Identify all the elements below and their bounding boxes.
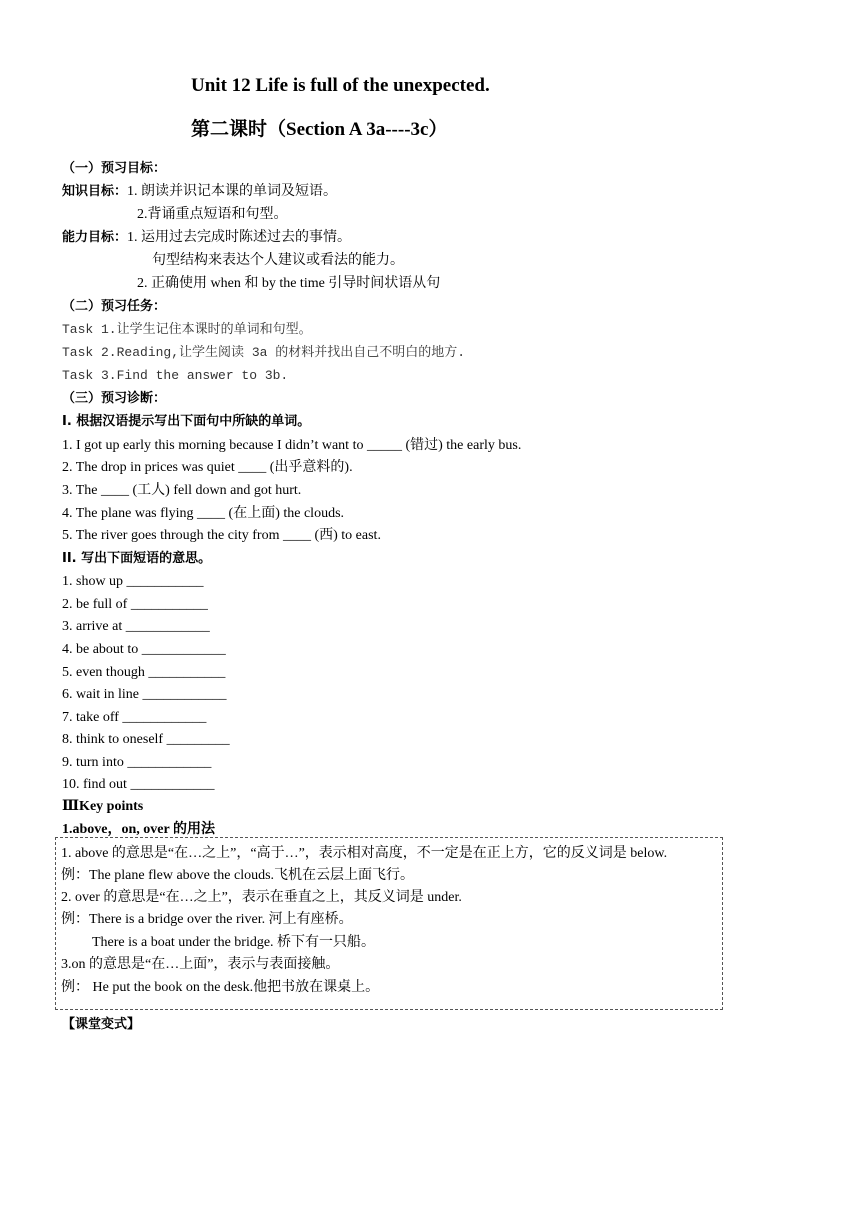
- ability-goal-1-continued: 句型结构来表达个人建议或看法的能力。: [152, 253, 404, 268]
- section-heading-goals: （一）预习目标：: [62, 161, 167, 176]
- classroom-variation-heading: 【课堂变式】: [62, 1017, 141, 1032]
- phrase-item-10: 10. find out ____________: [62, 777, 215, 792]
- task-item-1: Task 1.让学生记住本课时的单词和句型。: [62, 322, 312, 337]
- section-heading-tasks: （二）预习任务：: [62, 299, 167, 314]
- phrase-item-7: 7. take off ____________: [62, 710, 207, 725]
- key-point-line-6: 3.on 的意思是“在…上面”，表示与表面接触。: [61, 957, 340, 972]
- part2-heading: II. 写出下面短语的意思。: [62, 551, 212, 566]
- phrase-item-1: 1. show up ___________: [62, 574, 204, 589]
- fill-blank-item-5: 5. The river goes through the city from ____ (西) to east.: [62, 528, 381, 543]
- phrase-item-4: 4. be about to ____________: [62, 642, 226, 657]
- phrase-item-3: 3. arrive at ____________: [62, 619, 210, 634]
- phrase-item-9: 9. turn into ____________: [62, 755, 212, 770]
- key-point-line-5: There is a boat under the bridge. 桥下有一只船。: [92, 935, 376, 950]
- key-point-line-4: 例：There is a bridge over the river. 河上有座桥。: [61, 912, 353, 927]
- knowledge-goal-1: 1. 朗读并识记本课的单词及短语。: [127, 184, 338, 199]
- phrase-item-2: 2. be full of ___________: [62, 597, 208, 612]
- unit-title: Unit 12 Life is full of the unexpected.: [191, 75, 490, 96]
- phrase-item-6: 6. wait in line ____________: [62, 687, 227, 702]
- part3-heading: ⅢKey points: [62, 799, 144, 814]
- section-heading-diagnosis: （三）预习诊断：: [62, 391, 167, 406]
- key-point-line-1: 1. above 的意思是“在…之上”，“高于…”，表示相对高度，不一定是在正上方，它的反义词是 below.: [61, 846, 668, 861]
- fill-blank-item-3: 3. The ____ (工人) fell down and got hurt.: [62, 483, 302, 498]
- fill-blank-item-1: 1. I got up early this morning because I didn’t want to _____ (错过) the early bus.: [62, 438, 522, 453]
- knowledge-goal-row: [62, 183, 337, 201]
- key-point-line-7: 例： He put the book on the desk.他把书放在课桌上。: [61, 980, 380, 995]
- part3-subheading: 1.above，on, over 的用法: [62, 822, 215, 837]
- fill-blank-item-2: 2. The drop in prices was quiet ____ (出乎意料的).: [62, 460, 353, 475]
- phrase-item-5: 5. even though ___________: [62, 665, 226, 680]
- knowledge-goal-label: 知识目标：: [62, 184, 128, 199]
- lesson-subtitle: 第二课时（Section A 3a----3c）: [191, 119, 448, 140]
- ability-goal-label: 能力目标：: [62, 230, 128, 245]
- phrase-item-8: 8. think to oneself _________: [62, 732, 230, 747]
- knowledge-goal-2: 2.背诵重点短语和句型。: [137, 207, 288, 222]
- key-point-line-3: 2. over 的意思是“在…之上”，表示在垂直之上，其反义词是 under.: [61, 890, 462, 905]
- task-item-3: Task 3.Find the answer to 3b.: [62, 368, 289, 383]
- ability-goal-row: [62, 229, 351, 247]
- key-point-line-2: 例：The plane flew above the clouds.飞机在云层上面飞行。: [61, 868, 415, 883]
- fill-blank-item-4: 4. The plane was flying ____ (在上面) the clouds.: [62, 506, 345, 521]
- ability-goal-2: 2. 正确使用 when 和 by the time 引导时间状语从句: [137, 276, 441, 291]
- ability-goal-1: 1. 运用过去完成时陈述过去的事情。: [127, 230, 352, 245]
- part1-heading: I. 根据汉语提示写出下面句中所缺的单词。: [62, 414, 311, 429]
- task-item-2: Task 2.Reading,让学生阅读 3a 的材料并找出自己不明白的地方.: [62, 345, 466, 360]
- key-points-box: [55, 837, 723, 1010]
